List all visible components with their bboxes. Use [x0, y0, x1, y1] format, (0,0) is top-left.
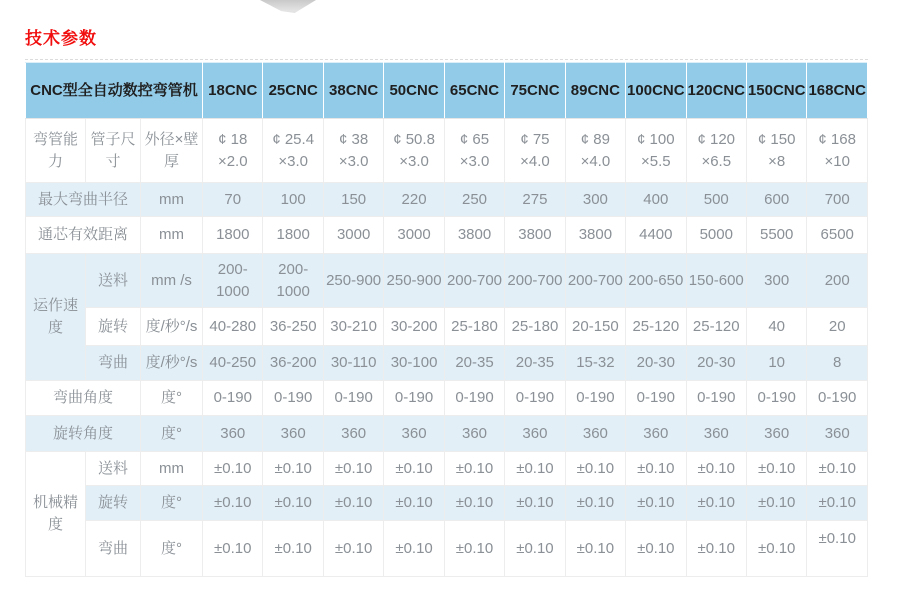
value-cell: 0-190: [626, 381, 686, 416]
value-cell: 30-210: [323, 308, 383, 346]
row-unit-cell: mm: [141, 217, 203, 254]
row-unit-cell: 度°: [141, 381, 203, 416]
value-cell: 360: [505, 416, 565, 452]
row-unit-cell: 度°: [141, 521, 203, 577]
value-cell: ¢ 89 ×4.0: [565, 119, 625, 183]
value-cell: 500: [686, 183, 746, 217]
value-cell: 300: [746, 254, 806, 308]
value-cell: ±0.10: [203, 486, 263, 521]
value-cell: 600: [746, 183, 806, 217]
value-cell: 200-1000: [203, 254, 263, 308]
table-row: [26, 416, 868, 452]
value-cell: 0-190: [203, 381, 263, 416]
value-cell: ¢ 120 ×6.5: [686, 119, 746, 183]
value-cell: 200-700: [565, 254, 625, 308]
row-group-cell: 运作速度: [26, 254, 86, 381]
value-cell: 8: [807, 346, 868, 381]
value-cell: ±0.10: [807, 486, 868, 521]
value-cell: 150: [323, 183, 383, 217]
value-cell: ±0.10: [626, 452, 686, 486]
value-cell: 36-250: [263, 308, 323, 346]
value-cell: ±0.10: [807, 452, 868, 486]
value-cell: 20-35: [505, 346, 565, 381]
value-cell: 150-600: [686, 254, 746, 308]
value-cell: 20-30: [626, 346, 686, 381]
value-cell: 100: [263, 183, 323, 217]
value-cell: 3800: [505, 217, 565, 254]
value-cell: 5000: [686, 217, 746, 254]
row-unit-cell: 度/秒°/s: [141, 346, 203, 381]
row-sub-cell: 旋转: [86, 308, 141, 346]
value-cell: ±0.10: [203, 521, 263, 577]
value-cell: 300: [565, 183, 625, 217]
value-cell: ¢ 75 ×4.0: [505, 119, 565, 183]
value-cell: ±0.10: [505, 521, 565, 577]
value-cell: 0-190: [263, 381, 323, 416]
value-cell: 25-120: [626, 308, 686, 346]
value-cell: 25-180: [505, 308, 565, 346]
value-cell: 30-110: [323, 346, 383, 381]
row-sub-cell: 旋转: [86, 486, 141, 521]
model-header-cell: 75CNC: [505, 63, 565, 119]
row-unit-cell: 度°: [141, 416, 203, 452]
row-group-cell: 弯管能力: [26, 119, 86, 183]
value-cell: 40-280: [203, 308, 263, 346]
value-cell: ¢ 168 ×10: [807, 119, 868, 183]
value-cell: 3000: [323, 217, 383, 254]
value-cell: ±0.10: [686, 521, 746, 577]
table-row: [26, 217, 868, 254]
value-cell: ±0.10: [686, 486, 746, 521]
row-unit-cell: mm: [141, 452, 203, 486]
value-cell: ¢ 50.8 ×3.0: [384, 119, 444, 183]
value-cell: 360: [323, 416, 383, 452]
value-cell: 360: [203, 416, 263, 452]
row-group-cell: 弯曲角度: [26, 381, 141, 416]
value-cell: ±0.10: [746, 521, 806, 577]
value-cell: ¢ 38 ×3.0: [323, 119, 383, 183]
row-sub-cell: 弯曲: [86, 346, 141, 381]
row-sub-cell: 管子尺寸: [86, 119, 141, 183]
value-cell: ±0.10: [626, 521, 686, 577]
value-cell: ±0.10: [323, 521, 383, 577]
table-corner-cell: CNC型全自动数控弯管机: [26, 63, 203, 119]
value-cell: ±0.10: [263, 486, 323, 521]
row-unit-cell: 度/秒°/s: [141, 308, 203, 346]
value-cell: 4400: [626, 217, 686, 254]
section-title: 技术参数: [25, 29, 97, 48]
model-header-cell: 89CNC: [565, 63, 625, 119]
value-cell: 20-35: [444, 346, 504, 381]
value-cell: ¢ 25.4 ×3.0: [263, 119, 323, 183]
value-cell: ±0.10: [384, 486, 444, 521]
value-cell: 30-200: [384, 308, 444, 346]
value-cell: 200-650: [626, 254, 686, 308]
value-cell: ±0.10: [565, 452, 625, 486]
value-cell: ±0.10: [505, 486, 565, 521]
value-cell: 360: [384, 416, 444, 452]
row-unit-cell: 外径×壁厚: [141, 119, 203, 183]
table-row: [26, 183, 868, 217]
table-row: [26, 308, 868, 346]
model-header-cell: 100CNC: [626, 63, 686, 119]
value-cell: ±0.10: [565, 521, 625, 577]
value-cell: 360: [263, 416, 323, 452]
value-cell: 200-700: [505, 254, 565, 308]
value-cell: 360: [444, 416, 504, 452]
value-cell: ±0.10: [626, 486, 686, 521]
model-header-cell: 18CNC: [203, 63, 263, 119]
value-cell: ±0.10: [807, 521, 868, 577]
value-cell: 360: [565, 416, 625, 452]
value-cell: 10: [746, 346, 806, 381]
row-unit-cell: 度°: [141, 486, 203, 521]
value-cell: ±0.10: [323, 486, 383, 521]
model-header-cell: 38CNC: [323, 63, 383, 119]
spec-table-head: [26, 63, 868, 119]
value-cell: 1800: [263, 217, 323, 254]
value-cell: 250-900: [323, 254, 383, 308]
value-cell: 30-100: [384, 346, 444, 381]
value-cell: ±0.10: [746, 486, 806, 521]
value-cell: 220: [384, 183, 444, 217]
model-header-cell: 168CNC: [807, 63, 868, 119]
row-group-cell: 机械精度: [26, 452, 86, 577]
row-sub-cell: 送料: [86, 452, 141, 486]
value-cell: 15-32: [565, 346, 625, 381]
value-cell: 200-700: [444, 254, 504, 308]
value-cell: 25-180: [444, 308, 504, 346]
value-cell: 275: [505, 183, 565, 217]
value-cell: ¢ 100 ×5.5: [626, 119, 686, 183]
value-cell: ±0.10: [323, 452, 383, 486]
value-cell: 250: [444, 183, 504, 217]
model-header-cell: 50CNC: [384, 63, 444, 119]
value-cell: 0-190: [807, 381, 868, 416]
value-cell: ¢ 18 ×2.0: [203, 119, 263, 183]
value-cell: ±0.10: [444, 486, 504, 521]
value-cell: 0-190: [444, 381, 504, 416]
table-row: [26, 486, 868, 521]
value-cell: ±0.10: [444, 452, 504, 486]
value-cell: ±0.10: [384, 452, 444, 486]
value-cell: 0-190: [323, 381, 383, 416]
value-cell: ±0.10: [203, 452, 263, 486]
value-cell: 70: [203, 183, 263, 217]
table-row: [26, 452, 868, 486]
row-group-cell: 最大弯曲半径: [26, 183, 141, 217]
value-cell: 40: [746, 308, 806, 346]
model-header-cell: 150CNC: [746, 63, 806, 119]
row-sub-cell: 弯曲: [86, 521, 141, 577]
value-cell: 0-190: [746, 381, 806, 416]
value-cell: 0-190: [505, 381, 565, 416]
value-cell: ±0.10: [263, 452, 323, 486]
value-cell: 1800: [203, 217, 263, 254]
value-cell: 700: [807, 183, 868, 217]
value-cell: 3000: [384, 217, 444, 254]
value-cell: ±0.10: [686, 452, 746, 486]
value-cell: 20: [807, 308, 868, 346]
value-cell: 400: [626, 183, 686, 217]
header-row: [26, 63, 868, 119]
value-cell: 5500: [746, 217, 806, 254]
value-cell: 0-190: [565, 381, 625, 416]
row-group-cell: 旋转角度: [26, 416, 141, 452]
value-cell: ±0.10: [565, 486, 625, 521]
value-cell: ±0.10: [505, 452, 565, 486]
value-cell: 36-200: [263, 346, 323, 381]
spec-table-zone: [25, 59, 868, 577]
value-cell: 20-30: [686, 346, 746, 381]
table-row: [26, 521, 868, 577]
value-cell: 0-190: [686, 381, 746, 416]
value-cell: 200-1000: [263, 254, 323, 308]
value-cell: ±0.10: [444, 521, 504, 577]
row-unit-cell: mm: [141, 183, 203, 217]
spec-table: [25, 62, 868, 577]
value-cell: ±0.10: [263, 521, 323, 577]
value-cell: ¢ 150 ×8: [746, 119, 806, 183]
value-cell: 3800: [565, 217, 625, 254]
row-group-cell: 通芯有效距离: [26, 217, 141, 254]
row-unit-cell: mm /s: [141, 254, 203, 308]
value-cell: 200: [807, 254, 868, 308]
value-cell: 0-190: [384, 381, 444, 416]
value-cell: 360: [746, 416, 806, 452]
value-cell: 40-250: [203, 346, 263, 381]
value-cell: 360: [626, 416, 686, 452]
table-row: [26, 119, 868, 183]
value-cell: 360: [807, 416, 868, 452]
value-cell: 3800: [444, 217, 504, 254]
table-row: [26, 346, 868, 381]
value-cell: ±0.10: [746, 452, 806, 486]
value-cell: 20-150: [565, 308, 625, 346]
value-cell: 360: [686, 416, 746, 452]
model-header-cell: 65CNC: [444, 63, 504, 119]
row-sub-cell: 送料: [86, 254, 141, 308]
value-cell: ¢ 65 ×3.0: [444, 119, 504, 183]
table-row: [26, 381, 868, 416]
table-row: [26, 254, 868, 308]
value-cell: ±0.10: [384, 521, 444, 577]
value-cell: 6500: [807, 217, 868, 254]
value-cell: 250-900: [384, 254, 444, 308]
model-header-cell: 120CNC: [686, 63, 746, 119]
value-cell: 25-120: [686, 308, 746, 346]
model-header-cell: 25CNC: [263, 63, 323, 119]
spec-table-body: [26, 119, 868, 577]
